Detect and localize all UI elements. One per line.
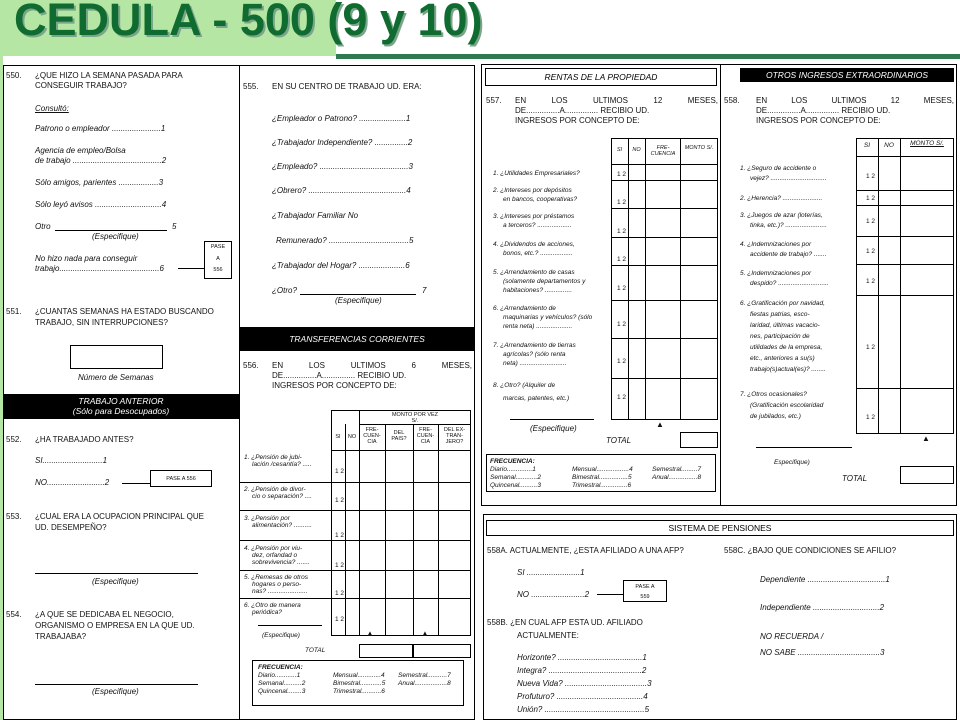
arrow-up-icon: ▲	[366, 629, 374, 638]
q558-r6b: fiestas patrias, esco-	[750, 311, 810, 318]
title-rule	[336, 54, 960, 59]
arrow-up-icon: ▲	[656, 420, 664, 429]
q558-sep6	[856, 388, 954, 389]
q556-col-country: DEL PAIS?	[391, 430, 407, 442]
q555-opt7-code: 7	[422, 286, 427, 295]
q557-r3-yesno[interactable]: 1 2	[617, 228, 627, 235]
q554-text: ¿A QUE SE DEDICABA EL NEGOCIO,	[35, 610, 174, 619]
q557-total-label: TOTAL	[606, 436, 632, 445]
q557-r8a: 8. ¿Otro? (Alquiler de	[493, 382, 556, 389]
q556-freq-3: Quincenal........3	[258, 688, 306, 695]
q557-r6c: renta neta) ....................	[503, 323, 573, 330]
q558-r1b: vejez? ...............................	[750, 175, 827, 182]
q550-num: 550.	[6, 71, 22, 80]
q556-col-freq2: FRE-CUEN-CIA	[416, 427, 435, 445]
right-top-divider	[720, 64, 721, 506]
q558-r2: 2. ¿Herencia? ......................	[740, 195, 823, 202]
q557-r1-yesno[interactable]: 1 2	[617, 171, 627, 178]
q558-r4-yesno[interactable]: 1 2	[866, 248, 876, 255]
q558-sep5	[856, 295, 954, 296]
q555-opt6[interactable]: ¿Trabajador del Hogar? .....................6	[272, 261, 410, 270]
q558-r6-yesno[interactable]: 1 2	[866, 344, 876, 351]
q557-freq-6: Trimestral...............6	[572, 482, 632, 489]
q550-arrow	[178, 268, 204, 269]
q557-freq-title: FRECUENCIA:	[490, 458, 535, 465]
q557-r5a: 5. ¿Arrendamiento de casas	[493, 269, 575, 276]
q558b-opt5[interactable]: Unión? .............................................5	[517, 705, 650, 714]
q556-freq-1: Diario............1	[258, 672, 301, 679]
q558a-skip-l1: PASE A	[635, 584, 655, 590]
q558-grid	[856, 138, 954, 434]
q558-r1-yesno[interactable]: 1 2	[866, 173, 876, 180]
q558-r3b: tinka, etc.)? .......................	[750, 222, 827, 229]
q557-freq-7: Semestral.........7	[652, 466, 702, 473]
q556-r4b: dez, orfandad o	[252, 552, 298, 559]
q557-r5c: habitaciones? ...............	[503, 287, 573, 294]
q558-text: EN LOS ULTIMOS 12 MESES,	[756, 96, 954, 105]
q558-grid-c2	[900, 138, 901, 434]
q558c-text: 558C. ¿BAJO QUE CONDICIONES SE AFILIO?	[724, 546, 897, 555]
right-bottom-sheet	[483, 514, 957, 720]
q558-r7a: 7. ¿Otros ocasionales?	[740, 391, 807, 398]
q553-num: 553.	[6, 512, 22, 521]
q557-r1: 1. ¿Utilidades Empresariales?	[493, 170, 580, 177]
q555-text: EN SU CENTRO DE TRABAJO UD. ERA:	[272, 82, 422, 91]
q557-total-box[interactable]	[680, 432, 718, 448]
q556-freq-5: Bimestral............5	[333, 680, 386, 687]
q557-col-no: NO	[632, 147, 641, 153]
q557-r3b: a terceros? ...................	[503, 222, 572, 229]
q554-num: 554.	[6, 610, 22, 619]
q556-freq-title: FRECUENCIA:	[258, 664, 303, 671]
q556-r5b: hogares o perso-	[252, 581, 302, 588]
otros-header: OTROS INGRESOS EXTRAORDINARIOS	[740, 68, 954, 82]
q557-r3a: 3. ¿Intereses por préstamos	[493, 213, 575, 220]
q555-opt3[interactable]: ¿Empleado? ........................................3	[272, 162, 413, 171]
q558a-no[interactable]: NO ........................2	[517, 590, 590, 599]
q556-r6b: periódica?	[252, 609, 282, 616]
q556-r6-yesno[interactable]: 1 2	[335, 616, 345, 623]
q551-num: 551.	[6, 307, 22, 316]
q550-opt2[interactable]: de trabajo ........................................2	[35, 156, 167, 165]
q552-skip-label: PASE A 556	[166, 476, 196, 482]
q554-text2: ORGANISMO O EMPRESA EN LA QUE UD.	[35, 621, 195, 630]
q558-sep4	[856, 264, 954, 265]
q556-grid-hdr1	[359, 424, 471, 425]
q556-row-sep4	[240, 570, 471, 571]
q558-total-box[interactable]	[900, 466, 954, 484]
q557-r5b: (solamente departamentos y	[503, 278, 586, 285]
q556-r4-yesno[interactable]: 1 2	[335, 562, 345, 569]
q550-opt6a: No hizo nada para conseguir	[35, 254, 138, 263]
q553-specify: (Especifique)	[92, 577, 139, 586]
q558b-text2: ACTUALMENTE:	[517, 631, 579, 640]
q556-total-label: TOTAL	[305, 647, 326, 654]
q558-r5a: 5. ¿Indemnizaciones por	[740, 270, 812, 277]
q556-r1b: lación /cesantía? .....	[252, 461, 312, 468]
q556-r5: 5. ¿Remesas de otros	[244, 574, 308, 581]
q555-num: 555.	[243, 82, 259, 91]
q550-opt5-code: 5	[172, 222, 177, 231]
q557-sep3	[611, 237, 718, 238]
weeks-input[interactable]	[70, 345, 163, 369]
q556-text2: DE...............A............... RECIBIO UD.	[272, 371, 407, 380]
q554-text3: TRABAJABA?	[35, 632, 87, 641]
q550-opt2a: Agencia de empleo/Bolsa	[35, 146, 126, 155]
q556-total-box2[interactable]	[413, 644, 471, 658]
q558-col-amount: MONTO S/.	[910, 140, 944, 147]
q556-col-amount: MONTO POR VEZ	[391, 412, 439, 418]
q550-text: ¿QUE HIZO LA SEMANA PASADA PARA	[35, 71, 183, 80]
q550-skip-l3: 556	[213, 267, 223, 273]
q556-r6: 6. ¿Otro de manera	[244, 602, 301, 609]
q558-col-no: NO	[884, 142, 894, 149]
q555-opt1[interactable]: ¿Empleador o Patrono? .....................1	[272, 114, 411, 123]
q556-r3: 3. ¿Pensión por	[244, 515, 290, 522]
prev-job-header	[3, 394, 239, 419]
q553-answer-line[interactable]	[35, 560, 198, 574]
q558b-opt2[interactable]: Integra? ..........................................2	[517, 666, 647, 675]
q558-r6f: etc., anteriores a su(s)	[750, 355, 815, 362]
q555-opt4[interactable]: ¿Obrero? ............................................4	[272, 186, 411, 195]
q557-text3: INGRESOS POR CONCEPTO DE:	[515, 116, 640, 125]
q558-sep3	[856, 236, 954, 237]
q558-r7c: de jubilados, etc.)	[750, 413, 801, 420]
q558-num: 558.	[724, 96, 740, 105]
q550-opt4[interactable]: Sólo leyó avisos ..............................4	[35, 200, 167, 209]
q557-col-amount: MONTO S/.	[684, 145, 714, 151]
q557-r4b: bonos, etc.? ..................	[503, 250, 573, 257]
q556-r3b: alimentación? ..........	[252, 522, 312, 529]
q558-text3: INGRESOS POR CONCEPTO DE:	[756, 116, 881, 125]
q558-total-label: TOTAL	[842, 474, 868, 483]
q557-text: EN LOS ULTIMOS 12 MESES,	[515, 96, 718, 105]
q556-freq-7: Semestral...........7	[398, 672, 451, 679]
q557-r7a: 7. ¿Arrendamiento de tierras	[493, 342, 576, 349]
q557-sep7	[611, 378, 718, 379]
q557-r6a: 6. ¿Arrendamiento de	[493, 305, 556, 312]
q558b-opt4[interactable]: Profuturo? .......................................4	[517, 692, 648, 701]
q550-other-line[interactable]	[55, 221, 167, 231]
q558c-opt3a: NO RECUERDA /	[760, 632, 824, 641]
q555-opt5[interactable]: Remunerado? ....................................5	[276, 236, 414, 245]
q556-col-yes: SI	[335, 434, 341, 440]
q556-row-sep1	[240, 482, 471, 483]
q556-row-sep2	[240, 510, 471, 511]
prev-job-header-l2: (Sólo para Desocupados)	[72, 406, 170, 416]
q550-consulto: Consultó:	[35, 104, 69, 113]
q550-skip-l1: PASE	[210, 244, 226, 250]
q555-opt2[interactable]: ¿Trabajador Independiente? ...............2	[272, 138, 413, 147]
q558-r6a: 6. ¿Gratificación por navidad,	[740, 300, 825, 307]
q557-r2b: en bancos, cooperativas?	[503, 196, 578, 203]
q556-r1: 1. ¿Pensión de jubi-	[244, 454, 302, 461]
q557-r4a: 4. ¿Dividendos de acciones,	[493, 241, 575, 248]
q557-freq-3: Quincenal..........3	[490, 482, 541, 489]
arrow-up-icon: ▲	[421, 629, 429, 638]
weeks-label: Número de Semanas	[78, 373, 154, 382]
q557-r6-yesno[interactable]: 1 2	[617, 321, 627, 328]
q558-r5-yesno[interactable]: 1 2	[866, 278, 876, 285]
q556-col-currency: S/.	[411, 418, 419, 424]
q558-r3a: 3. ¿Juegos de azar (loterías,	[740, 212, 823, 219]
q557-freq-8: Anual................8	[652, 474, 702, 481]
q558c-opt1[interactable]: Dependiente ...................................1	[760, 575, 890, 584]
q556-col-no: NO	[347, 434, 357, 440]
q550-opt6[interactable]: trabajo.............................................6	[35, 264, 164, 273]
q552-yes[interactable]: SI...........................1	[35, 456, 108, 465]
q556-col-abroad: DEL EX-TRAN-JERO?	[443, 427, 466, 445]
q558c-opt2[interactable]: Independiente ..............................2	[760, 603, 885, 612]
q556-r2: 2. ¿Pensión de divor-	[244, 486, 306, 493]
q557-r4-yesno[interactable]: 1 2	[617, 256, 627, 263]
q558a-text: 558A. ACTUALMENTE, ¿ESTA AFILIADO A UNA AFP?	[487, 546, 684, 555]
q557-freq-5: Bimestral................5	[572, 474, 632, 481]
pensions-header: SISTEMA DE PENSIONES	[486, 520, 954, 536]
q556-r5-yesno[interactable]: 1 2	[335, 590, 345, 597]
q558-r5b: despido? ............................	[750, 280, 829, 287]
q557-r8b: marcas, patentes, etc.)	[503, 395, 570, 402]
q553-text2: UD. DESEMPEÑO?	[35, 523, 107, 532]
q550-skip-l2: A	[216, 256, 220, 262]
q557-specify: (Especifique)	[530, 424, 577, 433]
q557-sep2	[611, 208, 718, 209]
q552-arrow	[122, 483, 150, 484]
q550-specify: (Especifique)	[92, 232, 139, 241]
q558-sep2	[856, 205, 954, 206]
q553-text: ¿CUAL ERA LA OCUPACION PRINCIPAL QUE	[35, 512, 204, 521]
q557-r5-yesno[interactable]: 1 2	[617, 285, 627, 292]
q556-r1-yesno[interactable]: 1 2	[335, 468, 345, 475]
arrow-up-icon: ▲	[922, 434, 930, 443]
q557-sep1	[611, 180, 718, 181]
left-sheet-divider	[239, 65, 240, 720]
q557-r8-yesno[interactable]: 1 2	[617, 394, 627, 401]
rentas-header: RENTAS DE LA PROPIEDAD	[485, 68, 717, 86]
q554-answer-line[interactable]	[35, 671, 198, 685]
q557-sep6	[611, 338, 718, 339]
page-title: CEDULA - 500 (9 y 10)	[14, 0, 483, 45]
q554-specify: (Especifique)	[92, 687, 139, 696]
q557-r7c: neta) ..........................	[503, 360, 567, 367]
q556-grid-c3	[385, 424, 386, 636]
q557-num: 557.	[486, 96, 502, 105]
q557-col-yes: SI	[616, 147, 623, 153]
q555-opt5a: ¿Trabajador Familiar No	[272, 211, 359, 220]
q558-other-line[interactable]	[756, 440, 852, 448]
q556-col-freq1: FRE-CUEN-CIA	[363, 427, 381, 445]
q558-specify: Especifique)	[774, 459, 810, 466]
prev-job-header-l1: TRABAJO ANTERIOR	[78, 396, 164, 406]
q558b-text: 558B. ¿EN CUAL AFP ESTA UD. AFILIADO	[487, 618, 643, 627]
q557-r7-yesno[interactable]: 1 2	[617, 358, 627, 365]
q552-text: ¿HA TRABAJADO ANTES?	[35, 435, 134, 444]
q557-r2-yesno[interactable]: 1 2	[617, 199, 627, 206]
q556-grid-c4	[413, 424, 414, 636]
q558-r6d: nes, participación de	[750, 333, 810, 340]
q550-text2: CONSEGUIR TRABAJO?	[35, 81, 127, 90]
q551-text: ¿CUANTAS SEMANAS HA ESTADO BUSCANDO	[35, 307, 214, 316]
transfers-header: TRANSFERENCIAS CORRIENTES	[239, 327, 475, 351]
q558-r7b: (Gratificación escolaridad	[750, 402, 824, 409]
q558b-opt3[interactable]: Nueva Vida? .....................................3	[517, 679, 652, 688]
q556-freq-6: Trimestral...........6	[333, 688, 385, 695]
q556-num: 556.	[243, 361, 259, 370]
q556-text: EN LOS ULTIMOS 6 MESES,	[272, 361, 472, 370]
q556-r5c: nas? ......................	[252, 588, 308, 595]
q558-grid-c1	[878, 138, 879, 434]
q557-col-freq: FRE-CUENCIA	[650, 145, 676, 157]
q558-r7-yesno[interactable]: 1 2	[866, 414, 876, 421]
q552-num: 552.	[6, 435, 22, 444]
q555-specify: (Especifique)	[335, 296, 382, 305]
q556-row-sep3	[240, 540, 471, 541]
q556-text3: INGRESOS POR CONCEPTO DE:	[272, 381, 397, 390]
q556-r4: 4. ¿Pensión por viu-	[244, 545, 303, 552]
q556-r3-yesno[interactable]: 1 2	[335, 532, 345, 539]
q556-grid-hdr2	[331, 450, 471, 451]
q557-r6b: maquinarias y vehículos? (sólo	[503, 314, 593, 321]
q556-specify: (Especifique)	[262, 632, 300, 639]
q557-text2: DE...............A............... RECIBIO UD.	[515, 106, 650, 115]
q550-opt5[interactable]: Otro	[35, 222, 51, 231]
q558-r6c: laridad, últimas vacacio-	[750, 322, 820, 329]
q557-sep5	[611, 300, 718, 301]
q556-other-line[interactable]	[258, 618, 322, 626]
q555-opt7[interactable]: ¿Otro?	[272, 286, 297, 295]
q558b-opt1[interactable]: Horizonte? ......................................1	[517, 653, 647, 662]
q557-freq-2: Semanal............2	[490, 474, 541, 481]
q557-sep4	[611, 265, 718, 266]
q556-freq-2: Semanal..........2	[258, 680, 306, 687]
q556-total-box1[interactable]	[359, 644, 413, 658]
q552-no[interactable]: NO..........................2	[35, 478, 110, 487]
q556-r2b: cio o separación? ....	[252, 493, 312, 500]
q550-opt3[interactable]: Sólo amigos, parientes ..................3	[35, 178, 164, 187]
q558-r6g: trabajo(s)actual(es)? ........	[750, 366, 826, 373]
q556-grid-c5	[438, 424, 439, 636]
q557-r2a: 2. ¿Intereses por depósitos	[493, 187, 572, 194]
q556-row-sep5	[240, 598, 471, 599]
q557-freq-1: Diario..............1	[490, 466, 536, 473]
q558-r1a: 1. ¿Seguro de accidente o	[740, 165, 817, 172]
q558-sep1	[856, 190, 954, 191]
q556-freq-4: Mensual.............4	[333, 672, 385, 679]
q558-text2: DE...............A............... RECIBIO UD.	[756, 106, 891, 115]
q556-freq-8: Anual..................8	[398, 680, 451, 687]
q556-grid-c1	[345, 424, 346, 636]
q557-r7b: agrícolas? (sólo renta	[503, 351, 566, 358]
q550-opt1[interactable]: Patrono o empleador ......................1	[35, 124, 166, 133]
q556-r2-yesno[interactable]: 1 2	[335, 497, 345, 504]
q558-col-yes: SI	[863, 142, 871, 149]
q557-freq-4: Mensual..................4	[572, 466, 633, 473]
q558-r4a: 4. ¿Indemnizaciones por	[740, 241, 812, 248]
q558-r6e: utilidades de la empresa,	[750, 344, 823, 351]
q558a-arrow	[597, 594, 623, 595]
q558-r4b: accidente de trabajo? .......	[750, 251, 827, 258]
q557-other-line[interactable]	[510, 412, 594, 420]
q558a-yes[interactable]: SI ........................1	[517, 568, 585, 577]
q558-r3-yesno[interactable]: 1 2	[866, 218, 876, 225]
q558a-skip-l2: 559	[640, 594, 650, 600]
q558-r2-yesno[interactable]: 1 2	[866, 195, 876, 202]
q556-r4c: sobrevivencia? .......	[252, 559, 310, 566]
q551-text2: TRABAJO, SIN INTERRUPCIONES?	[35, 318, 168, 327]
q555-other-line[interactable]	[300, 285, 416, 295]
q558c-opt3[interactable]: NO SABE .....................................3	[760, 648, 885, 657]
q558-grid-hdr	[856, 156, 954, 157]
